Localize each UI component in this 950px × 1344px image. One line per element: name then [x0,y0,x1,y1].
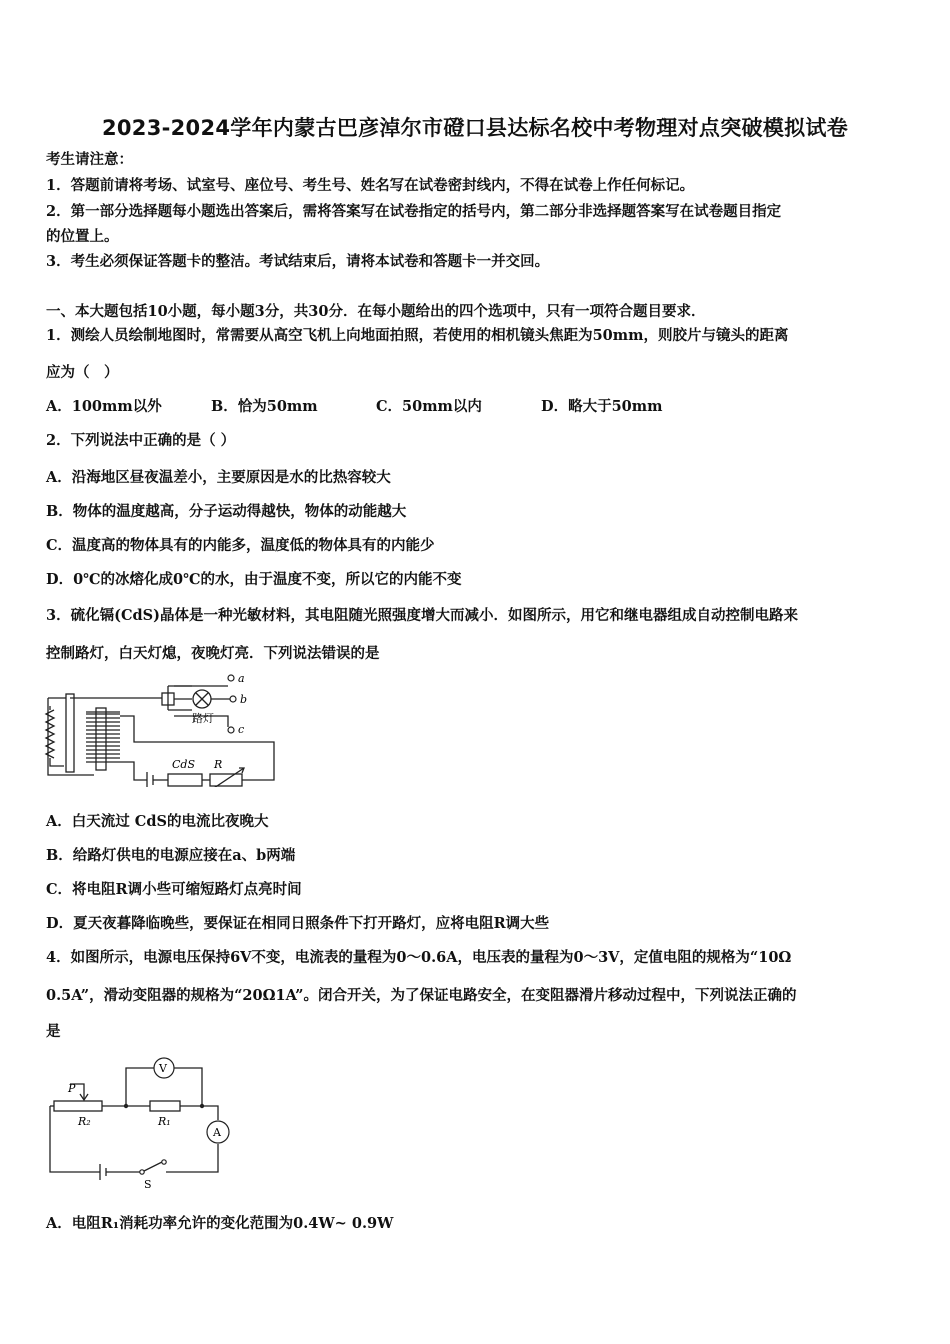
q2-stem: 2．下列说法中正确的是（ ） [46,432,236,449]
q4-ammeter-label: A [213,1126,221,1139]
q4-r2-label: R₂ [78,1115,91,1128]
q3-terminal-a-label: a [238,672,245,685]
q1-stem-line2: 应为（ ） [46,364,119,381]
q1-options [46,397,662,417]
q4-stem-line1: 4．如图所示，电源电压保持6V不变，电流表的量程为0～0.6A，电压表的量程为0～3V，定值电阻的规格为“10Ω [46,949,792,966]
q4-stem-line3: 是 [46,1023,61,1040]
q4-option-a: A．电阻R₁消耗功率允许的变化范围为0.4W~ 0.9W [46,1215,394,1232]
q4-r1-label: R₁ [158,1115,171,1128]
q2-option-b: B．物体的温度越高，分子运动得越快，物体的动能越大 [46,503,407,520]
q3-stem-line2: 控制路灯，白天灯熄，夜晚灯亮．下列说法错误的是 [46,645,380,662]
q3-terminal-b-label: b [240,693,248,706]
notice-item-3: 3．考生必须保证答题卡的整洁。考试结束后，请将本试卷和答题卡一并交回。 [46,253,550,270]
q4-slider-label: P [68,1082,76,1095]
q3-stem-line1: 3．硫化镉(CdS)晶体是一种光敏材料，其电阻随光照强度增大而减小．如图所示，用它和继电器组成自动控制电路来 [46,607,798,624]
notice-item-2-cont: 的位置上。 [46,228,119,245]
q2-option-c: C．温度高的物体具有的内能多，温度低的物体具有的内能少 [46,537,435,554]
q3-relay-circuit-figure [42,672,282,787]
q4-voltmeter-label: V [159,1062,167,1075]
q3-terminal-c-label: c [238,723,245,736]
q4-stem-line2: 0.5A”，滑动变阻器的规格为“20Ω1A”。闭合开关，为了保证电路安全，在变阻器滑片移动过程中，下列说法正确的 [46,987,797,1004]
q3-option-d: D．夏天夜暮降临晚些，要保证在相同日照条件下打开路灯，应将电阻R调大些 [46,915,550,932]
q1-stem-line1: 1．测绘人员绘制地图时，常需要从高空飞机上向地面拍照，若使用的相机镜头焦距为50mm，则胶片与镜头的距离 [46,327,789,344]
q4-switch-label: S [144,1178,152,1190]
q3-lamp-label: 路灯 [192,712,214,725]
q2-option-d: D．0℃的冰熔化成0℃的水，由于温度不变，所以它的内能不变 [46,571,462,588]
q1-option-d: D．略大于50mm [541,398,663,415]
section-heading: 一、本大题包括10小题，每小题3分，共30分．在每小题给出的四个选项中，只有一项符合题目要求． [46,303,706,320]
q1-option-a: A．100mm以外 [46,398,162,415]
notice-heading: 考生请注意： [46,151,133,168]
q3-option-b: B．给路灯供电的电源应接在a、b两端 [46,847,296,864]
q1-option-b: B．恰为50mm [211,398,318,415]
q1-option-c: C．50mm以内 [376,398,482,415]
q4-circuit-figure [44,1050,244,1190]
notice-item-2: 2．第一部分选择题每小题选出答案后，需将答案写在试卷指定的括号内，第二部分非选择题答案写在试卷题目指定 [46,203,782,220]
q3-option-c: C．将电阻R调小些可缩短路灯点亮时间 [46,881,302,898]
q3-cds-label: CdS [172,758,195,771]
q3-option-a: A．白天流过 CdS的电流比夜晚大 [46,813,269,830]
exam-title: 2023-2024学年内蒙古巴彦淖尔市磴口县达标名校中考物理对点突破模拟试卷 [101,116,848,140]
q2-option-a: A．沿海地区昼夜温差小，主要原因是水的比热容较大 [46,469,391,486]
notice-item-1: 1．答题前请将考场、试室号、座位号、考生号、姓名写在试卷密封线内，不得在试卷上作任何标记。 [46,177,695,194]
q3-resistor-label: R [214,758,223,771]
